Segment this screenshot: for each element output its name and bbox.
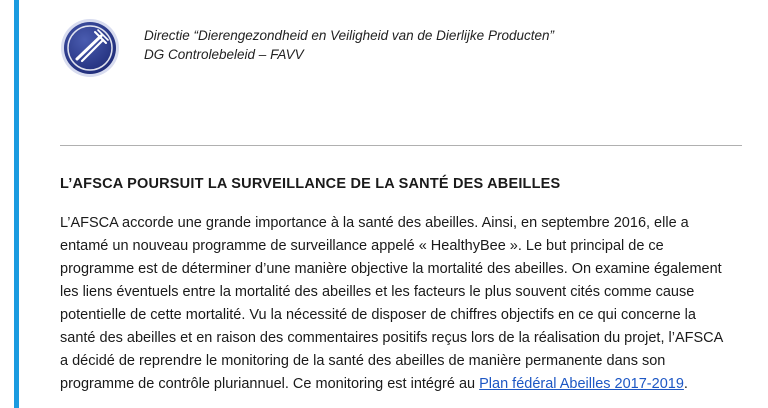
body-last-line-prefix: programme de contrôle pluriannuel. Ce monitoring est intégré au xyxy=(60,376,480,392)
body-line: santé des abeilles et en raison des commentaires positifs reçus lors de la réalisation du projet, l’AFSCA xyxy=(60,330,724,346)
body-last-line-suffix: . xyxy=(683,376,688,392)
header-line-2: DG Controlebeleid – FAVV xyxy=(144,47,304,62)
article-title: L’AFSCA POURSUIT LA SURVEILLANCE DE LA SANTÉ DES ABEILLES xyxy=(60,176,561,192)
header-text xyxy=(144,26,554,64)
article-body xyxy=(60,212,750,396)
body-line: les liens éventuels entre la mortalité des abeilles et les facteurs le plus souvent cités comme cause xyxy=(60,284,695,300)
body-line: programme est de déterminer d’une manière objective la mortalité des abeilles. On examine également xyxy=(60,261,722,277)
accent-bar xyxy=(14,0,19,408)
body-line: L’AFSCA accorde une grande importance à la santé des abeilles. Ainsi, en septembre 2016, elle a xyxy=(60,215,689,231)
body-line: a décidé de reprendre le monitoring de la santé des abeilles de manière permanente dans son xyxy=(60,353,666,369)
favv-afsca-logo-icon xyxy=(60,18,120,78)
header-line-1: Directie “Dierengezondheid en Veiligheid van de Dierlijke Producten” xyxy=(144,28,554,43)
body-line: potentielle de cette mortalité. Vu la nécessité de disposer de chiffres objectifs en ce qui concerne la xyxy=(60,307,696,323)
divider xyxy=(60,145,742,146)
body-last-line xyxy=(60,373,750,396)
plan-federal-abeilles-link[interactable]: Plan fédéral Abeilles 2017-2019 xyxy=(479,376,684,392)
body-line: entamé un nouveau programme de surveillance appelé « HealthyBee ». Le but principal de ce xyxy=(60,238,664,254)
